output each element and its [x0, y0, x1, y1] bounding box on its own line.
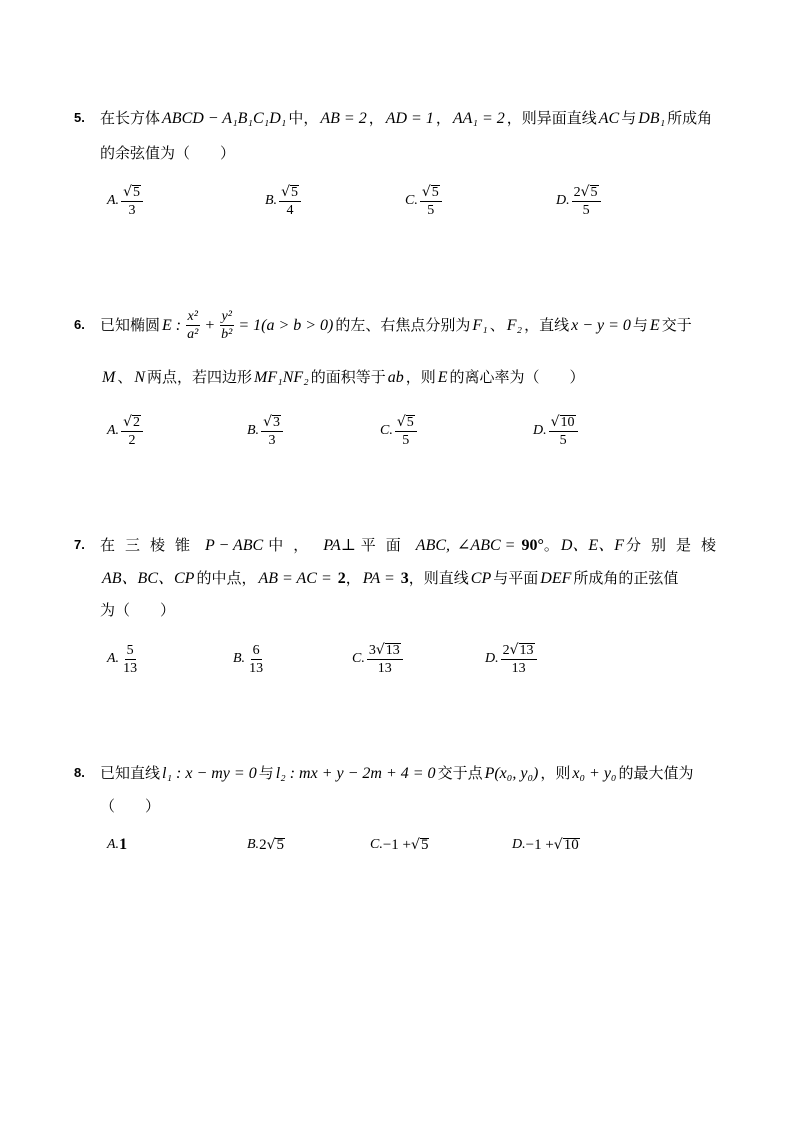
- stem-text: ，则直线: [408, 569, 469, 587]
- fraction-numerator: 5: [126, 642, 134, 658]
- option-letter: A.: [107, 837, 120, 852]
- value-prefix: −1 +: [382, 836, 412, 853]
- stem-text: 的最大值为: [618, 764, 694, 782]
- stem-text: 与: [621, 109, 637, 127]
- math-expression: ∠ABC =: [457, 537, 520, 554]
- option-b: [265, 181, 303, 221]
- option-letter: C.: [405, 193, 418, 208]
- fraction: [501, 642, 537, 677]
- math-expression: N: [134, 369, 146, 386]
- question-stem-line-2: [100, 791, 160, 821]
- stem-text: 的中点，: [196, 569, 257, 587]
- math-expression: E :: [162, 317, 182, 334]
- option-value: [259, 837, 285, 854]
- radicand: 3: [272, 414, 280, 430]
- math-expression: MF₁NF₂: [254, 369, 309, 386]
- fraction-denominator: 13: [123, 660, 138, 676]
- math-expression: DB₁: [638, 110, 666, 127]
- stem-text: （ ）: [100, 797, 161, 815]
- radicand: 13: [385, 642, 400, 658]
- option-d: [485, 639, 539, 679]
- option-d: [533, 411, 580, 451]
- stem-text: 交于: [661, 316, 692, 334]
- coefficient: 2: [259, 836, 267, 853]
- fraction: [572, 184, 601, 219]
- fraction-numerator: [121, 414, 143, 432]
- fraction: [121, 642, 139, 677]
- question-stem-line-1: [100, 103, 712, 133]
- radicand: 13: [519, 642, 534, 658]
- fraction-numerator: [572, 184, 601, 202]
- fraction: [219, 308, 234, 343]
- option-letter: D.: [556, 193, 570, 208]
- option-b: [247, 830, 285, 860]
- option-letter: C.: [370, 837, 383, 852]
- stem-text: 分别是棱: [625, 536, 726, 554]
- fraction-denominator: 13: [511, 660, 526, 676]
- option-letter: C.: [380, 423, 393, 438]
- option-letter: A.: [107, 193, 120, 208]
- math-expression: +: [204, 317, 216, 334]
- fraction-numerator: [501, 642, 537, 660]
- math-expression: DEF: [540, 570, 572, 587]
- stem-text: 两点，若四边形: [147, 368, 253, 386]
- fraction-denominator: 5: [427, 202, 435, 218]
- fraction-numerator: [279, 184, 301, 202]
- option-letter: D.: [533, 423, 547, 438]
- radicand: 5: [276, 836, 284, 853]
- radical-sign: √: [375, 641, 385, 658]
- math-expression: E: [649, 317, 660, 334]
- radicand: 5: [406, 414, 414, 430]
- question-number: 5.: [74, 110, 85, 125]
- option-letter: D.: [512, 837, 526, 852]
- radicand: 5: [590, 184, 598, 200]
- question-number: 7.: [74, 537, 85, 552]
- fraction-denominator: 5: [582, 202, 590, 218]
- stem-text: 。: [543, 536, 559, 554]
- bold-number: 2: [337, 570, 346, 587]
- stem-text: ，直线: [524, 316, 570, 334]
- math-expression: ABC,: [415, 537, 451, 554]
- option-b: [247, 411, 285, 451]
- option-letter: A.: [107, 651, 120, 666]
- option-number: 1: [119, 836, 128, 853]
- stem-text: 已知直线: [100, 764, 161, 782]
- question-stem-line-1: [100, 758, 694, 788]
- option-letter: B.: [247, 423, 260, 438]
- math-expression: M: [102, 369, 116, 386]
- math-expression: AB = AC =: [258, 570, 336, 587]
- radicand: 2: [132, 414, 140, 430]
- radicand: 10: [560, 414, 575, 430]
- fraction-denominator: 3: [128, 202, 136, 218]
- stem-text: 与平面: [493, 569, 539, 587]
- option-letter: D.: [485, 651, 499, 666]
- stem-text: 所成角的正弦值: [573, 569, 679, 587]
- stem-text: ，: [345, 569, 361, 587]
- radicand: 5: [290, 184, 298, 200]
- option-a: [107, 830, 127, 860]
- coefficient: 3: [368, 642, 376, 658]
- fraction: [395, 414, 417, 449]
- stem-text: ，则: [405, 368, 436, 386]
- radicand: 5: [431, 184, 439, 200]
- math-expression: x₀ + y₀: [572, 765, 617, 782]
- option-d: [556, 181, 603, 221]
- stem-text: 的离心率为（ ）: [449, 368, 585, 386]
- stem-text: ，则异面直线: [506, 109, 597, 127]
- radical-sign: √: [281, 183, 290, 200]
- radicand: 10: [563, 836, 579, 853]
- math-expression: AD = 1: [385, 110, 434, 127]
- fraction-denominator: 3: [268, 432, 276, 448]
- radical-sign: √: [396, 413, 406, 430]
- stem-text: ，: [435, 109, 451, 127]
- stem-text: 交于点: [437, 764, 483, 782]
- fraction: [367, 642, 403, 677]
- fraction-numerator: [420, 184, 442, 202]
- math-expression: P(x₀, y₀): [484, 765, 539, 782]
- math-expression: AA₁ = 2: [452, 110, 505, 127]
- coefficient: 2: [502, 642, 510, 658]
- stem-text: 所成角: [667, 109, 713, 127]
- option-c: [380, 411, 419, 451]
- math-expression: F₂: [506, 317, 523, 334]
- radical-sign: √: [509, 641, 519, 658]
- radical-sign: √: [550, 413, 560, 430]
- bold-number: 90°: [521, 537, 544, 554]
- math-expression: E: [437, 369, 448, 386]
- math-expression: = 1(a > b > 0): [238, 317, 334, 334]
- fraction: [121, 414, 143, 449]
- option-c: [352, 639, 405, 679]
- fraction-numerator: [395, 414, 417, 432]
- fraction-denominator: a²: [187, 327, 199, 342]
- math-expression: PA =: [362, 570, 399, 587]
- radical-sign: √: [580, 183, 590, 200]
- fraction-numerator: y²: [221, 309, 232, 324]
- option-letter: B.: [233, 651, 246, 666]
- coefficient: 2: [573, 184, 581, 200]
- stem-text: 与: [258, 764, 274, 782]
- fraction-numerator: 6: [252, 642, 260, 658]
- fraction-denominator: 2: [128, 432, 136, 448]
- stem-text: ，: [368, 109, 384, 127]
- radicand: 5: [420, 836, 429, 853]
- bold-number: 3: [400, 570, 409, 587]
- fraction: [185, 308, 200, 343]
- fraction-denominator: 4: [286, 202, 294, 218]
- question-number: 6.: [74, 317, 85, 332]
- option-letter: B.: [247, 837, 260, 852]
- fraction-numerator: [549, 414, 578, 432]
- stem-text: 的余弦值为（ ）: [100, 144, 236, 162]
- fraction-numerator: [261, 414, 283, 432]
- option-value: [119, 836, 127, 854]
- fraction: [279, 184, 301, 219]
- math-expression: l₂ : mx + y − 2m + 4 = 0: [275, 765, 436, 782]
- fraction-denominator: b²: [221, 327, 233, 342]
- stem-text: 平面: [360, 536, 411, 554]
- option-letter: A.: [107, 423, 120, 438]
- math-expression: AB、BC、CP: [102, 570, 195, 587]
- radical-sign: √: [263, 413, 272, 430]
- question-stem-line-2: [100, 138, 235, 168]
- math-expression: D、E、F: [560, 537, 624, 554]
- math-expression: l₁ : x − my = 0: [162, 765, 257, 782]
- fraction-denominator: 13: [249, 660, 264, 676]
- question-number: 8.: [74, 765, 85, 780]
- fraction: [549, 414, 578, 449]
- fraction: [261, 414, 283, 449]
- option-a: [107, 411, 145, 451]
- fraction: [121, 184, 143, 219]
- question-stem-line-3: [100, 595, 175, 625]
- stem-text: 的面积等于: [310, 368, 386, 386]
- math-expression: CP: [470, 570, 492, 587]
- option-value: [383, 837, 430, 854]
- stem-text: 为（ ）: [100, 601, 176, 619]
- math-expression: ABCD − A₁B₁C₁D₁: [162, 110, 287, 127]
- fraction: [247, 642, 265, 677]
- stem-text: 中，: [288, 109, 319, 127]
- fraction: [420, 184, 442, 219]
- radical-sign: √: [123, 183, 132, 200]
- stem-text: 中，: [268, 536, 319, 554]
- option-d: [512, 830, 580, 860]
- stem-text: 、: [489, 316, 505, 334]
- math-expression: AB = 2: [320, 110, 367, 127]
- option-c: [370, 830, 429, 860]
- question-stem-line-2: [100, 362, 585, 392]
- stem-text: 已知椭圆: [100, 316, 161, 334]
- math-expression: x − y = 0: [571, 317, 631, 334]
- option-a: [107, 181, 145, 221]
- stem-text: ，则: [540, 764, 571, 782]
- stem-text: 在长方体: [100, 109, 161, 127]
- stem-text: 与: [632, 316, 648, 334]
- question-stem-line-2: [100, 563, 678, 593]
- option-b: [233, 639, 267, 679]
- radical-sign: √: [553, 836, 563, 853]
- question-stem-line-1: [100, 305, 692, 345]
- radicand: 5: [132, 184, 140, 200]
- fraction-numerator: [121, 184, 143, 202]
- math-expression: F₁: [472, 317, 488, 334]
- radical-sign: √: [266, 836, 276, 853]
- fraction-denominator: 5: [559, 432, 567, 448]
- math-expression: PA⊥: [323, 537, 356, 554]
- math-expression: AC: [598, 110, 620, 127]
- radical-sign: √: [123, 413, 132, 430]
- option-letter: C.: [352, 651, 365, 666]
- fraction-denominator: 5: [402, 432, 410, 448]
- fraction-denominator: 13: [377, 660, 392, 676]
- stem-text: 在三棱锥: [100, 536, 201, 554]
- option-letter: B.: [265, 193, 278, 208]
- value-prefix: −1 +: [525, 836, 554, 853]
- option-a: [107, 639, 141, 679]
- option-value: [526, 837, 580, 854]
- stem-text: 、: [117, 368, 133, 386]
- radical-sign: √: [411, 836, 420, 853]
- question-stem-line-1: [100, 530, 726, 560]
- option-c: [405, 181, 444, 221]
- math-expression: P − ABC: [205, 537, 264, 554]
- radical-sign: √: [421, 183, 431, 200]
- fraction-numerator: x²: [187, 309, 198, 324]
- math-expression: ab: [387, 369, 404, 386]
- stem-text: 的左、右焦点分别为: [335, 316, 471, 334]
- fraction-numerator: [367, 642, 403, 660]
